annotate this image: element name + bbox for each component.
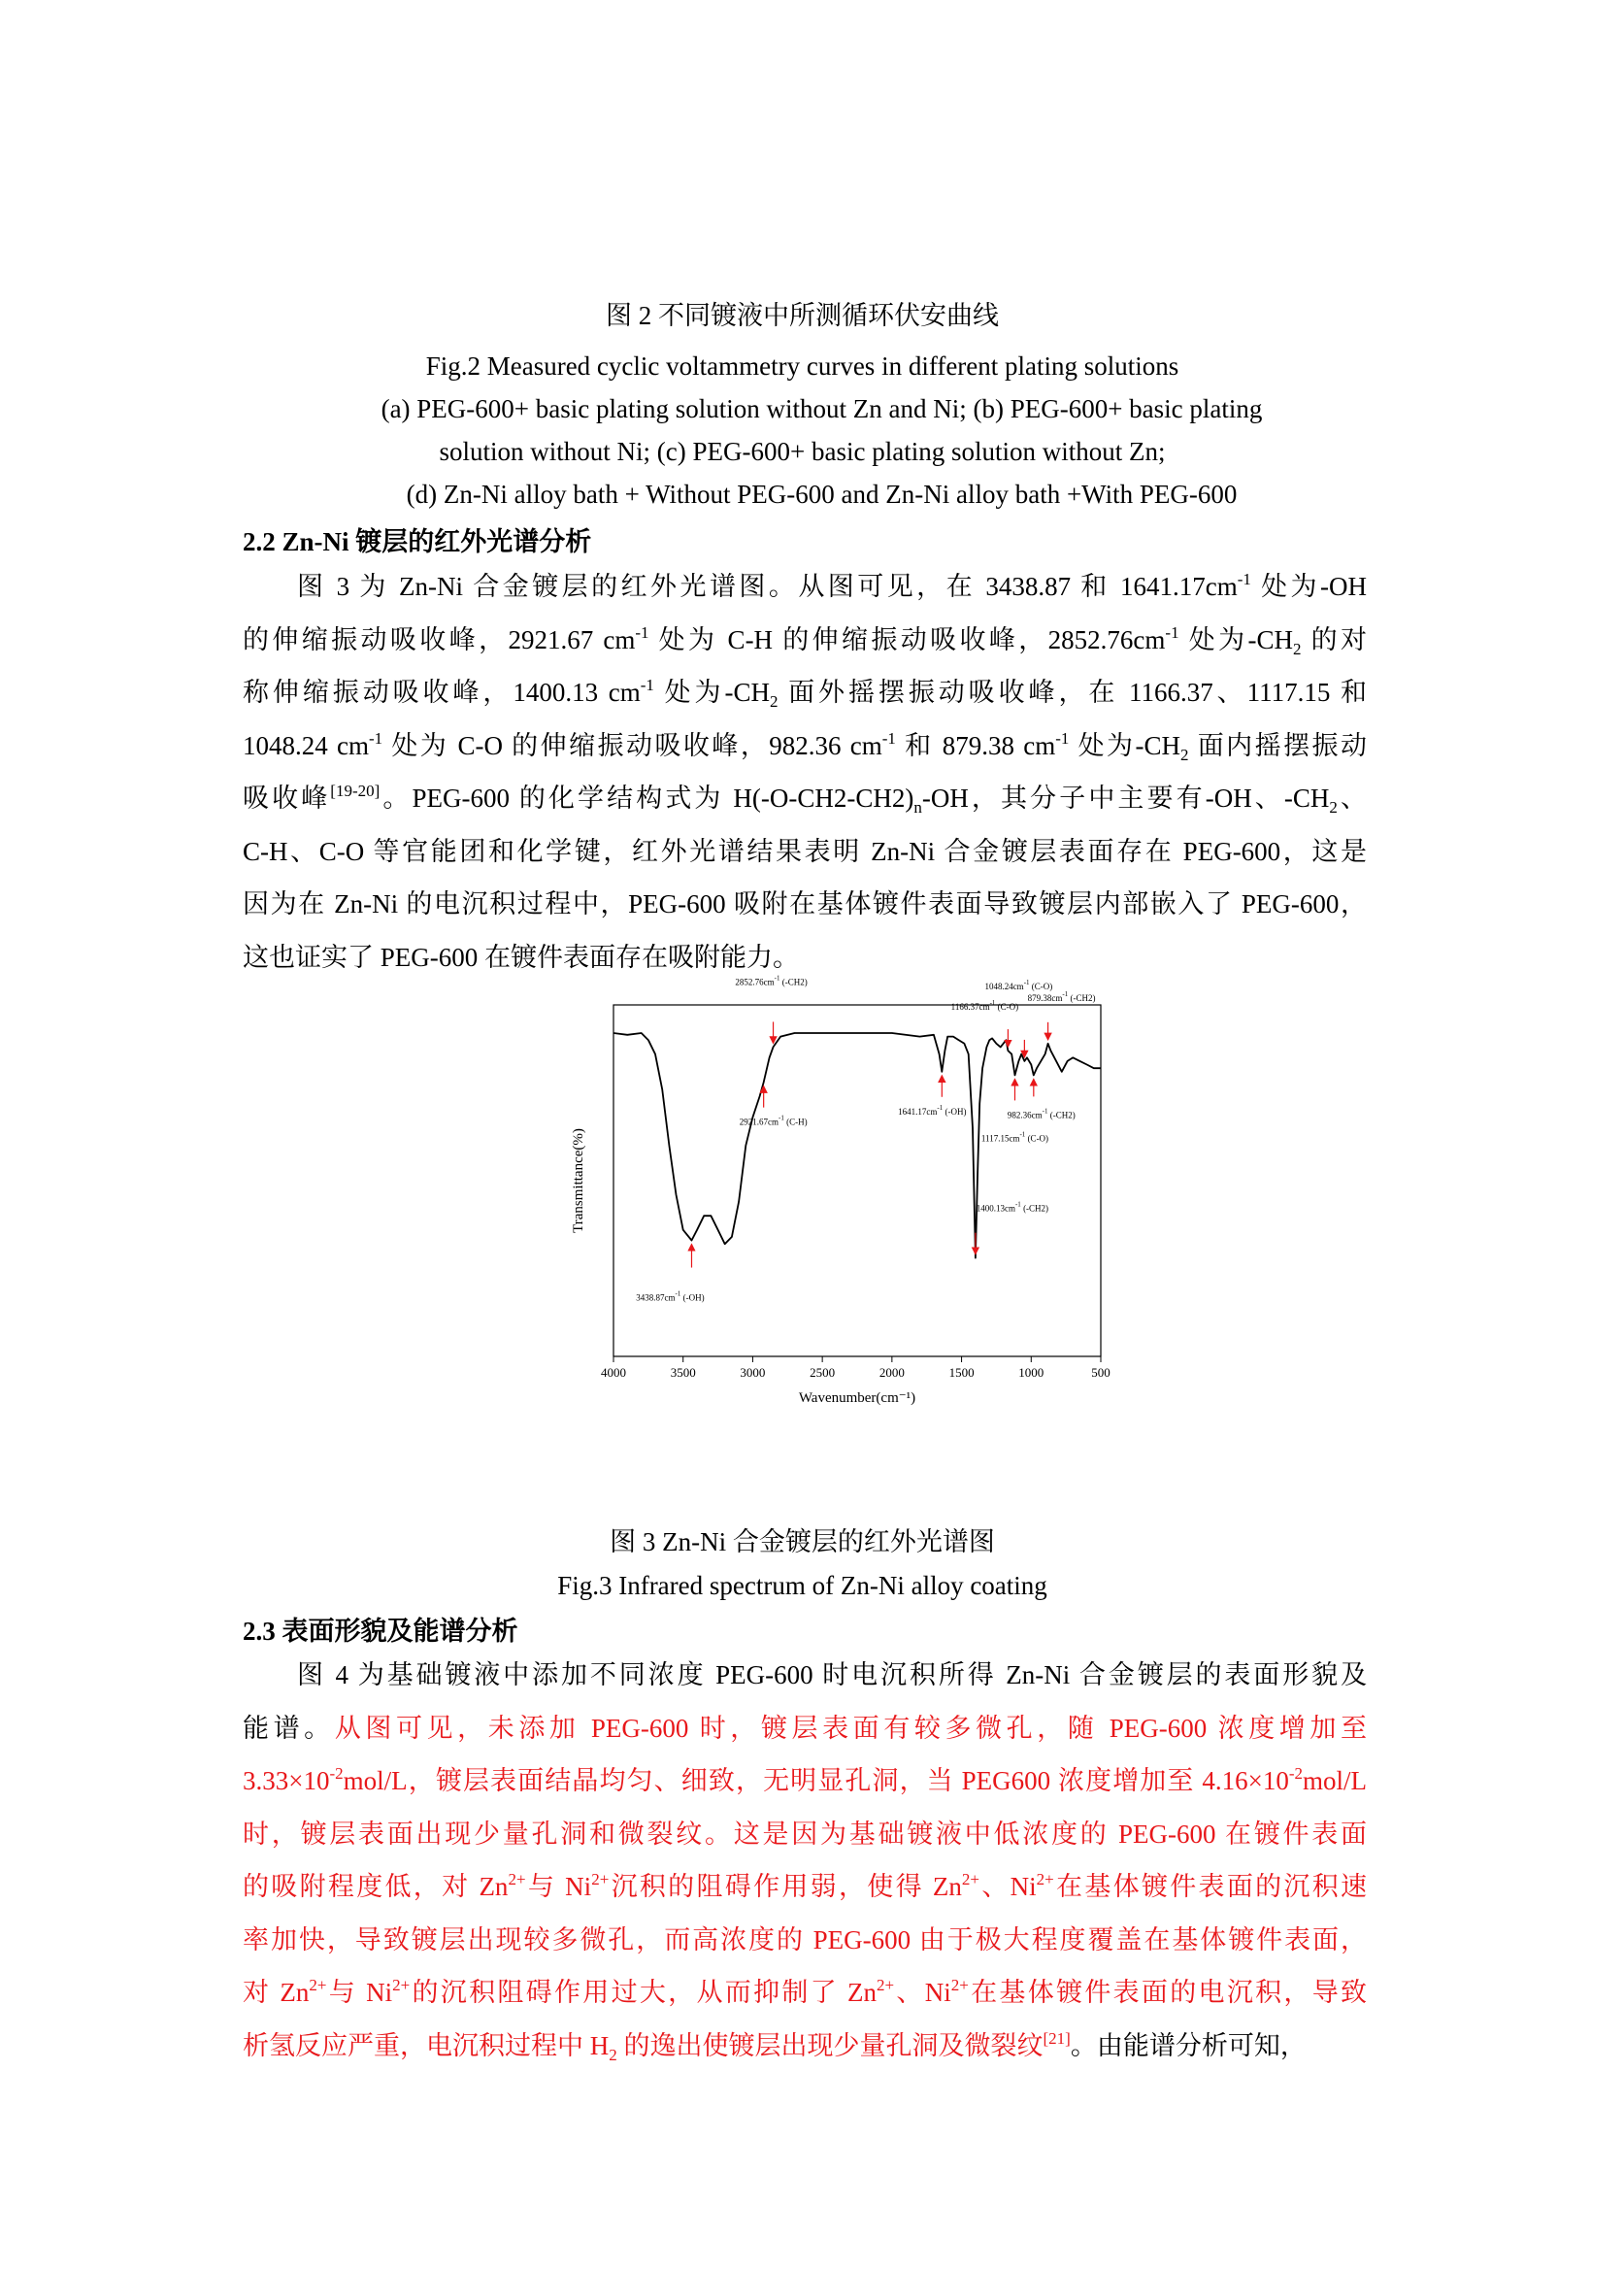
x-tick-label: 1500: [948, 1365, 975, 1380]
peak-label: $1048.24cm^{-1}$ (C-O): [984, 978, 1053, 991]
x-tick-label: 2500: [810, 1365, 836, 1380]
peak-label: $1641.17cm^{-1}$ (-OH): [898, 1103, 967, 1117]
fig3-title-cn: 图 3 Zn-Ni 合金镀层的红外光谱图: [610, 1527, 995, 1556]
x-tick-label: 4000: [601, 1365, 626, 1380]
x-tick-label: 3000: [740, 1365, 766, 1380]
y-axis-label: Transmittance(%): [571, 1128, 586, 1233]
x-tick-label: 500: [1091, 1365, 1110, 1380]
peak-label: $982.36cm^{-1}$ (-CH2): [1007, 1107, 1076, 1120]
para-line: 率加快，导致镀层出现较多微孔，而高浓度的 PEG-600 由于极大程度覆盖在基体镀件表面，: [243, 1924, 1367, 1954]
para-line: 1048.24 $cm^{-1}$ 处为 C-O 的伸缩振动吸收峰，982.36 $cm^{-1}$ 和 879.38 $cm^{-1}$ 处为$-CH_2$ 面内摇摆振动: [243, 728, 1368, 764]
section-2-3-paragraph: [243, 1649, 1367, 2072]
peak-label: $2921.67cm^{-1}$ (C-H): [739, 1114, 808, 1127]
fig3-title-en: Fig.3 Infrared spectrum of Zn-Ni alloy coating: [557, 1571, 1047, 1600]
section-2-2-heading: 2.2 Zn-Ni 镀层的红外光谱分析: [243, 527, 592, 556]
para-line: 这也证实了 PEG-600 在镀件表面存在吸附能力。: [243, 942, 799, 972]
para-line: 图 4 为基础镀液中添加不同浓度 PEG-600 时电沉积所得 Zn-Ni 合金镀层的表面形貌及: [297, 1660, 1367, 1689]
para-line: 吸收峰[19-20]。PEG-600 的化学结构式为 $H(-O-CH2-CH2)_n-OH$，其分子中主要有-OH、$-CH_2$、: [243, 782, 1368, 817]
para-line: $3.33\times 10^{-2}mol/L$，镀层表面结晶均匀、细致，无明显孔洞，当 PEG600 浓度增加至 $4.16\times 10^{-2}mol/L$: [243, 1764, 1367, 1795]
para-line: 能谱。从图可见，未添加 PEG-600 时，镀层表面有较多微孔，随 PEG-600 浓度增加至: [243, 1713, 1367, 1743]
fig2-desc-line-2: solution without Ni; (c) PEG-600+ basic plating solution without Zn;: [439, 437, 1166, 466]
para-line: 的吸附程度低，对 $Zn^{2+}$与 $Ni^{2+}$沉积的阻碍作用弱，使得 $Zn^{2+}$、$Ni^{2+}$在基体镀件表面的沉积速: [243, 1870, 1368, 1901]
peak-label: $1117.15cm^{-1}$ (C-O): [980, 1130, 1049, 1144]
para-line: 对 $Zn^{2+}$与 $Ni^{2+}$的沉积阻碍作用过大，从而抑制了 $Zn^{2+}$、$Ni^{2+}$在基体镀件表面的电沉积，导致: [243, 1976, 1368, 2007]
fig2-desc-line-1: (a) PEG-600+ basic plating solution without Zn and Ni; (b) PEG-600+ basic plating: [381, 394, 1263, 423]
para-line: 图 3 为 Zn-Ni 合金镀层的红外光谱图。从图可见，在 3438.87 和 $1641.17cm^{-1}$ 处为-OH: [297, 570, 1367, 601]
x-tick-label: 3500: [670, 1365, 696, 1380]
para-line: 的伸缩振动吸收峰，2921.67 $cm^{-1}$ 处为 C-H 的伸缩振动吸收峰，$2852.76cm^{-1}$ 处为$-CH_2$ 的对: [243, 622, 1368, 658]
para-line: 因为在 Zn-Ni 的电沉积过程中，PEG-600 吸附在基体镀件表面导致镀层内部嵌入了 PEG-600，: [243, 889, 1367, 918]
x-axis-label: Wavenumber(cm⁻¹): [798, 1390, 916, 1406]
para-line: C-H、C-O 等官能团和化学键，红外光谱结果表明 Zn-Ni 合金镀层表面存在 PEG-600，这是: [243, 836, 1367, 866]
section-2-3-heading: 2.3 表面形貌及能谱分析: [243, 1617, 518, 1646]
x-tick-label: 2000: [878, 1365, 905, 1380]
ir-spectrum-chart: [544, 974, 1126, 1432]
para-line: 析氢反应严重，电沉积过程中 $H_2$ 的逸出使镀层出现少量孔洞及微裂纹[21]。由能谱分析可知，: [243, 2028, 1307, 2064]
para-line: 称伸缩振动吸收峰，1400.13 $cm^{-1}$ 处为$-CH_2$ 面外摇摆振动吸收峰，在 1166.37、1117.15 和: [243, 676, 1367, 711]
peak-label: $879.38cm^{-1}$ (-CH2): [1027, 989, 1096, 1003]
peak-label: $2852.76cm^{-1}$ (-CH2): [735, 974, 808, 987]
peak-label: $1166.37cm^{-1}$ (C-O): [950, 999, 1019, 1013]
peak-label: $3438.87cm^{-1}$ (-OH): [636, 1289, 705, 1303]
spectrum-line: [613, 1033, 1101, 1258]
fig2-title-cn: 图 2 不同镀液中所测循环伏安曲线: [606, 301, 999, 330]
para-line: 时，镀层表面出现少量孔洞和微裂纹。这是因为基础镀液中低浓度的 PEG-600 在镀件表面: [243, 1819, 1367, 1849]
x-tick-label: 1000: [1018, 1365, 1044, 1380]
peak-label: $1400.13cm^{-1}$ (-CH2): [976, 1200, 1049, 1214]
fig2-title-en: Fig.2 Measured cyclic voltammetry curves in different plating solutions: [425, 351, 1179, 381]
fig2-desc-line-3: (d) Zn-Ni alloy bath + Without PEG-600 and Zn-Ni alloy bath +With PEG-600: [406, 480, 1238, 509]
